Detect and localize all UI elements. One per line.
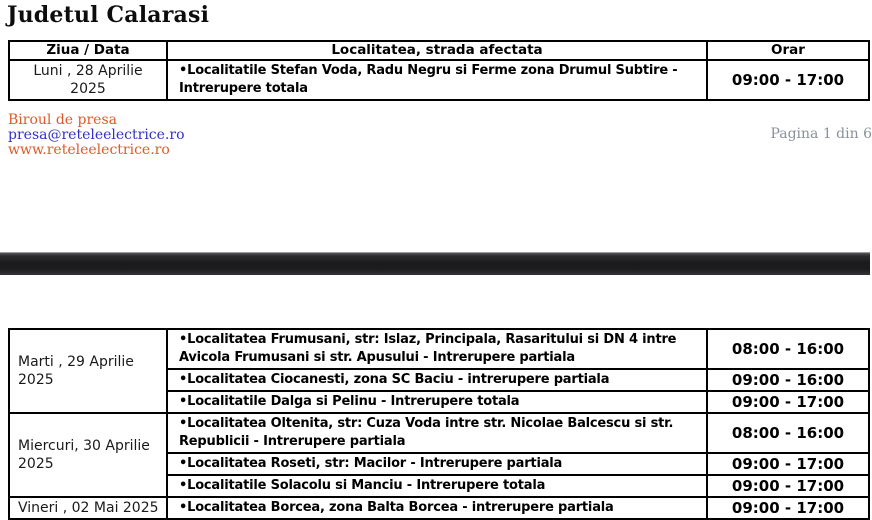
locality-cell: •Localitatea Borcea, zona Balta Borcea - intrerupere partiala (167, 497, 707, 519)
press-email-link[interactable]: presa@reteleelectrice.ro (8, 127, 185, 143)
time-cell: 09:00 - 17:00 (707, 497, 869, 519)
website-link[interactable]: www.reteleelectrice.ro (8, 142, 170, 158)
locality-cell: •Localitatea Ciocanesti, zona SC Baciu - intrerupere partiala (167, 369, 707, 391)
table-row (9, 497, 869, 519)
outage-table-page2 (8, 328, 870, 520)
time-cell: 09:00 - 17:00 (707, 60, 869, 100)
locality-cell: •Localitatea Oltenita, str: Cuza Voda intre str. Nicolae Balcescu si str. Republicii - Intrerupere partiala (167, 413, 707, 453)
date-cell: Vineri , 02 Mai 2025 (9, 497, 167, 519)
locality-cell: •Localitatea Frumusani, str: Islaz, Principala, Rasaritului si DN 4 intre Avicola Frumusani si str. Apusului - Intrerupere partiala (167, 329, 707, 369)
time-cell: 08:00 - 16:00 (707, 329, 869, 369)
page-title: Judetul Calarasi (7, 2, 210, 28)
locality-cell: •Localitatile Stefan Voda, Radu Negru si Ferme zona Drumul Subtire - Intrerupere totala (167, 60, 707, 100)
locality-cell: •Localitatile Dalga si Pelinu - Intrerupere totala (167, 391, 707, 413)
column-header-locality: Localitatea, strada afectata (167, 41, 707, 60)
page-number: Pagina 1 din 6 (770, 126, 872, 142)
time-cell: 08:00 - 16:00 (707, 413, 869, 453)
table-header-row (9, 41, 869, 60)
table-row (9, 329, 869, 369)
locality-cell: •Localitatea Roseti, str: Macilor - Intrerupere partiala (167, 453, 707, 475)
locality-cell: •Localitatile Solacolu si Manciu - Intrerupere totala (167, 475, 707, 497)
date-cell: Miercuri, 30 Aprilie 2025 (9, 413, 167, 497)
page-separator (0, 252, 870, 275)
column-header-schedule: Orar (707, 41, 869, 60)
time-cell: 09:00 - 17:00 (707, 453, 869, 475)
outage-table-page1 (8, 40, 870, 101)
press-contact-block (8, 113, 185, 158)
time-cell: 09:00 - 16:00 (707, 369, 869, 391)
press-office-label: Biroul de presa (8, 112, 117, 128)
column-header-day-date: Ziua / Data (9, 41, 167, 60)
time-cell: 09:00 - 17:00 (707, 391, 869, 413)
table-row (9, 413, 869, 453)
date-cell: Marti , 29 Aprilie 2025 (9, 329, 167, 413)
date-cell: Luni , 28 Aprilie 2025 (9, 60, 167, 100)
table-row (9, 60, 869, 100)
time-cell: 09:00 - 17:00 (707, 475, 869, 497)
